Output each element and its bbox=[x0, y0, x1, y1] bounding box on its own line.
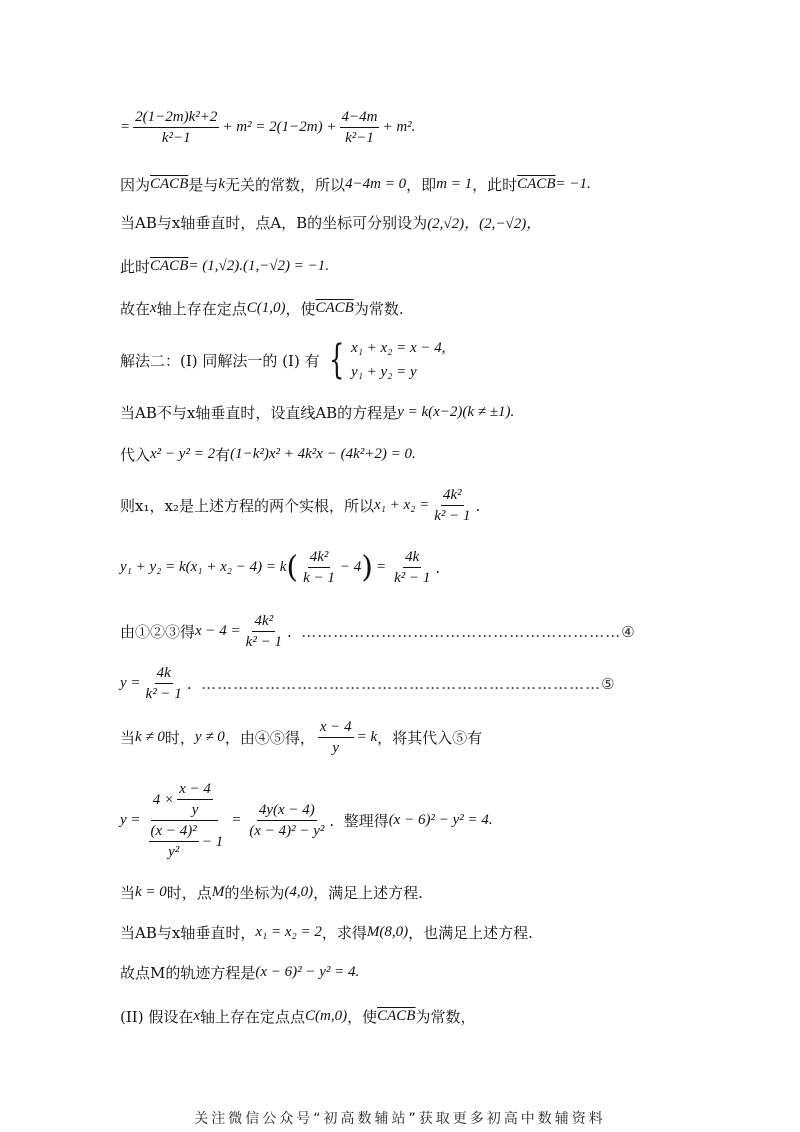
fraction: $\frac{x - 4}{y}$ bbox=[319, 719, 352, 756]
text: 时，点 bbox=[166, 884, 212, 902]
text-line-8 bbox=[120, 444, 416, 465]
formula-line-1: = $\frac{\text{2(1−2m)k²+2}}{\text{k²−1}}$ + m² = 2(1−2m) + $\frac{4-4m}{\text{k²−1}}$ + m². bbox=[120, 109, 416, 146]
text-line-14: y = 4 × $\frac{x - 4}{y}$ $\frac{\text{(x − 4)²}}{\text{y²}}$ − 1 = $\frac{4y(x - 4)}{\text{(x − 4)² − y²}}$ . 整理得 (x − 6)² − y² = 4. bbox=[120, 781, 493, 860]
equation: 4−4m = 0 bbox=[345, 176, 407, 192]
equation: = (1,√2).(1,−√2) = −1. bbox=[188, 258, 330, 274]
equation: x₁ + x₂ = x − 4, bbox=[351, 340, 446, 356]
fraction: $\frac{\text{4k²}}{\text{k² − 1}}$ bbox=[434, 487, 471, 524]
text: 当 bbox=[120, 884, 136, 902]
point: (4,0) bbox=[284, 884, 314, 900]
text: 解法二：(I) 同解法一的 (I) 有 bbox=[120, 351, 320, 370]
text: 故点M的轨迹方程是 bbox=[120, 964, 256, 982]
vector-expression: CACB bbox=[150, 176, 189, 192]
fraction: $\frac{4-4m}{\text{k²−1}}$ bbox=[341, 109, 378, 146]
text: ，将其代入⑤有 bbox=[377, 729, 483, 747]
text: 因为 bbox=[120, 176, 151, 194]
text: 此时 bbox=[120, 258, 151, 276]
equation: = −1. bbox=[555, 176, 591, 192]
variable: x bbox=[150, 300, 157, 316]
text: 轴上存在定点点 bbox=[200, 1008, 306, 1026]
vector-expression: CACB bbox=[315, 300, 354, 316]
text-line-6 bbox=[120, 336, 446, 384]
text: ，求得 bbox=[321, 924, 367, 942]
equation: y = bbox=[120, 675, 141, 691]
text: ，满足上述方程. bbox=[313, 884, 423, 902]
equation: y₁ + y₂ = y bbox=[351, 364, 417, 380]
fraction: $\frac{\text{4k²}}{\text{k² − 1}}$ bbox=[245, 613, 282, 650]
equation: y = bbox=[120, 812, 141, 828]
equation: k ≠ 0 bbox=[135, 729, 165, 745]
brace-icon: { bbox=[328, 337, 344, 383]
text: 由①②③得 bbox=[120, 623, 196, 641]
fraction: $\frac{\text{4k²}}{k - 1}$ bbox=[303, 549, 335, 586]
equation: (x − 6)² − y² = 4. bbox=[388, 812, 493, 828]
text-line-17 bbox=[120, 962, 359, 983]
footer-banner: 关注微信公众号“初高数辅站”获取更多初高中数辅资料 bbox=[194, 1111, 606, 1127]
equation: = k bbox=[356, 729, 378, 745]
equation: k = 0 bbox=[135, 884, 167, 900]
fraction: $\frac{4k}{\text{k² − 1}}$ bbox=[394, 549, 431, 586]
text-line-4 bbox=[120, 256, 329, 277]
text: ，使 bbox=[285, 300, 316, 318]
equation: y ≠ 0 bbox=[194, 729, 225, 745]
text: 的坐标为 bbox=[224, 884, 285, 902]
text: 时， bbox=[164, 729, 195, 747]
vector-expression: CACB bbox=[517, 176, 556, 192]
equation: y₁ + y₂ = k(x₁ + x₂ − 4) = k bbox=[120, 559, 287, 575]
dot-leader: …………………………………………………………………⑤ bbox=[201, 674, 616, 693]
text: ，即 bbox=[406, 176, 437, 194]
text-line-3 bbox=[120, 212, 541, 233]
text: 为常数. bbox=[353, 300, 404, 318]
text: 当AB不与x轴垂直时，设直线AB的方程是 bbox=[120, 404, 398, 422]
dot-leader: ……………………………………………………④ bbox=[301, 622, 636, 641]
text: 当AB与x轴垂直时，点A，B的坐标可分别设为 bbox=[120, 214, 428, 232]
text: 则x₁，x₂是上述方程的两个实根，所以 bbox=[120, 497, 374, 515]
text: ，此时 bbox=[472, 176, 518, 194]
text-line-2 bbox=[120, 174, 591, 195]
text-line-7 bbox=[120, 402, 514, 423]
text-line-12: y = $\frac{4k}{\text{k² − 1}}$ . …………………………………………………………………⑤ bbox=[120, 665, 616, 702]
equation: x − 4 = bbox=[195, 623, 241, 639]
point: C(1,0) bbox=[246, 300, 286, 316]
text-line-5 bbox=[120, 298, 404, 319]
coordinates: (2,√2)，(2,−√2)， bbox=[427, 216, 542, 232]
equation-system bbox=[324, 336, 446, 384]
text: (II) 假设在 bbox=[120, 1008, 194, 1026]
text: 轴上存在定点 bbox=[156, 300, 247, 318]
fraction: $\frac{4y(x - 4)}{\text{(x − 4)² − y²}}$ bbox=[249, 802, 325, 839]
text: 是与 bbox=[188, 176, 219, 194]
text-line-11: 由①②③得 x − 4 = $\frac{\text{4k²}}{\text{k² − 1}}$ . ……………………………………………………④ bbox=[120, 613, 636, 650]
text: 代入 bbox=[120, 446, 151, 464]
text: ，由④⑤得， bbox=[224, 729, 315, 747]
text-line-13 bbox=[120, 718, 482, 757]
fraction: $\frac{4k}{\text{k² − 1}}$ bbox=[145, 665, 182, 702]
text: 当AB与x轴垂直时， bbox=[120, 924, 256, 942]
equation: y = k(x−2)(k ≠ ±1). bbox=[397, 404, 515, 420]
point: M(8,0) bbox=[366, 924, 409, 940]
text-line-18 bbox=[120, 1006, 475, 1027]
variable: M bbox=[211, 884, 225, 900]
text: 故在 bbox=[120, 300, 151, 318]
text: 为常数， bbox=[415, 1008, 476, 1026]
variable: k bbox=[218, 176, 226, 192]
fraction: $\frac{\text{2(1−2m)k²+2}}{\text{k²−1}}$ bbox=[135, 109, 218, 146]
equation: x² − y² = 2 bbox=[150, 446, 216, 462]
equation: m = 1 bbox=[436, 176, 473, 192]
variable: x bbox=[193, 1008, 200, 1024]
point: C(m,0) bbox=[305, 1008, 348, 1024]
text: 有 bbox=[215, 446, 231, 464]
complex-fraction: 4 × $\frac{x - 4}{y}$ $\frac{\text{(x − 4)²}}{\text{y²}}$ − 1 bbox=[150, 781, 224, 860]
vector-expression: CACB bbox=[150, 258, 189, 274]
text-line-9: 则x₁，x₂是上述方程的两个实根，所以 x₁ + x₂ = $\frac{\text{4k²}}{\text{k² − 1}}$ . bbox=[120, 487, 481, 524]
equation: (1−k²)x² + 4k²x − (4k²+2) = 0. bbox=[230, 446, 416, 462]
text: ，也满足上述方程. bbox=[408, 924, 533, 942]
text: 当 bbox=[120, 729, 136, 747]
vector-expression: CACB bbox=[377, 1008, 416, 1024]
equation: (x − 6)² − y² = 4. bbox=[255, 964, 360, 980]
equation: x₁ + x₂ = bbox=[373, 497, 430, 513]
text-line-15 bbox=[120, 882, 423, 903]
text-line-10: y₁ + y₂ = k(x₁ + x₂ − 4) = k ( $\frac{\text{4k²}}{k - 1}$ − 4 ) = $\frac{4k}{\text{k² − 1}}$ . bbox=[120, 549, 441, 586]
text: 无关的常数，所以 bbox=[225, 176, 346, 194]
text-line-16 bbox=[120, 922, 533, 943]
equation: x₁ = x₂ = 2 bbox=[255, 924, 322, 940]
text: 整理得 bbox=[343, 812, 389, 830]
text: ，使 bbox=[347, 1008, 378, 1026]
